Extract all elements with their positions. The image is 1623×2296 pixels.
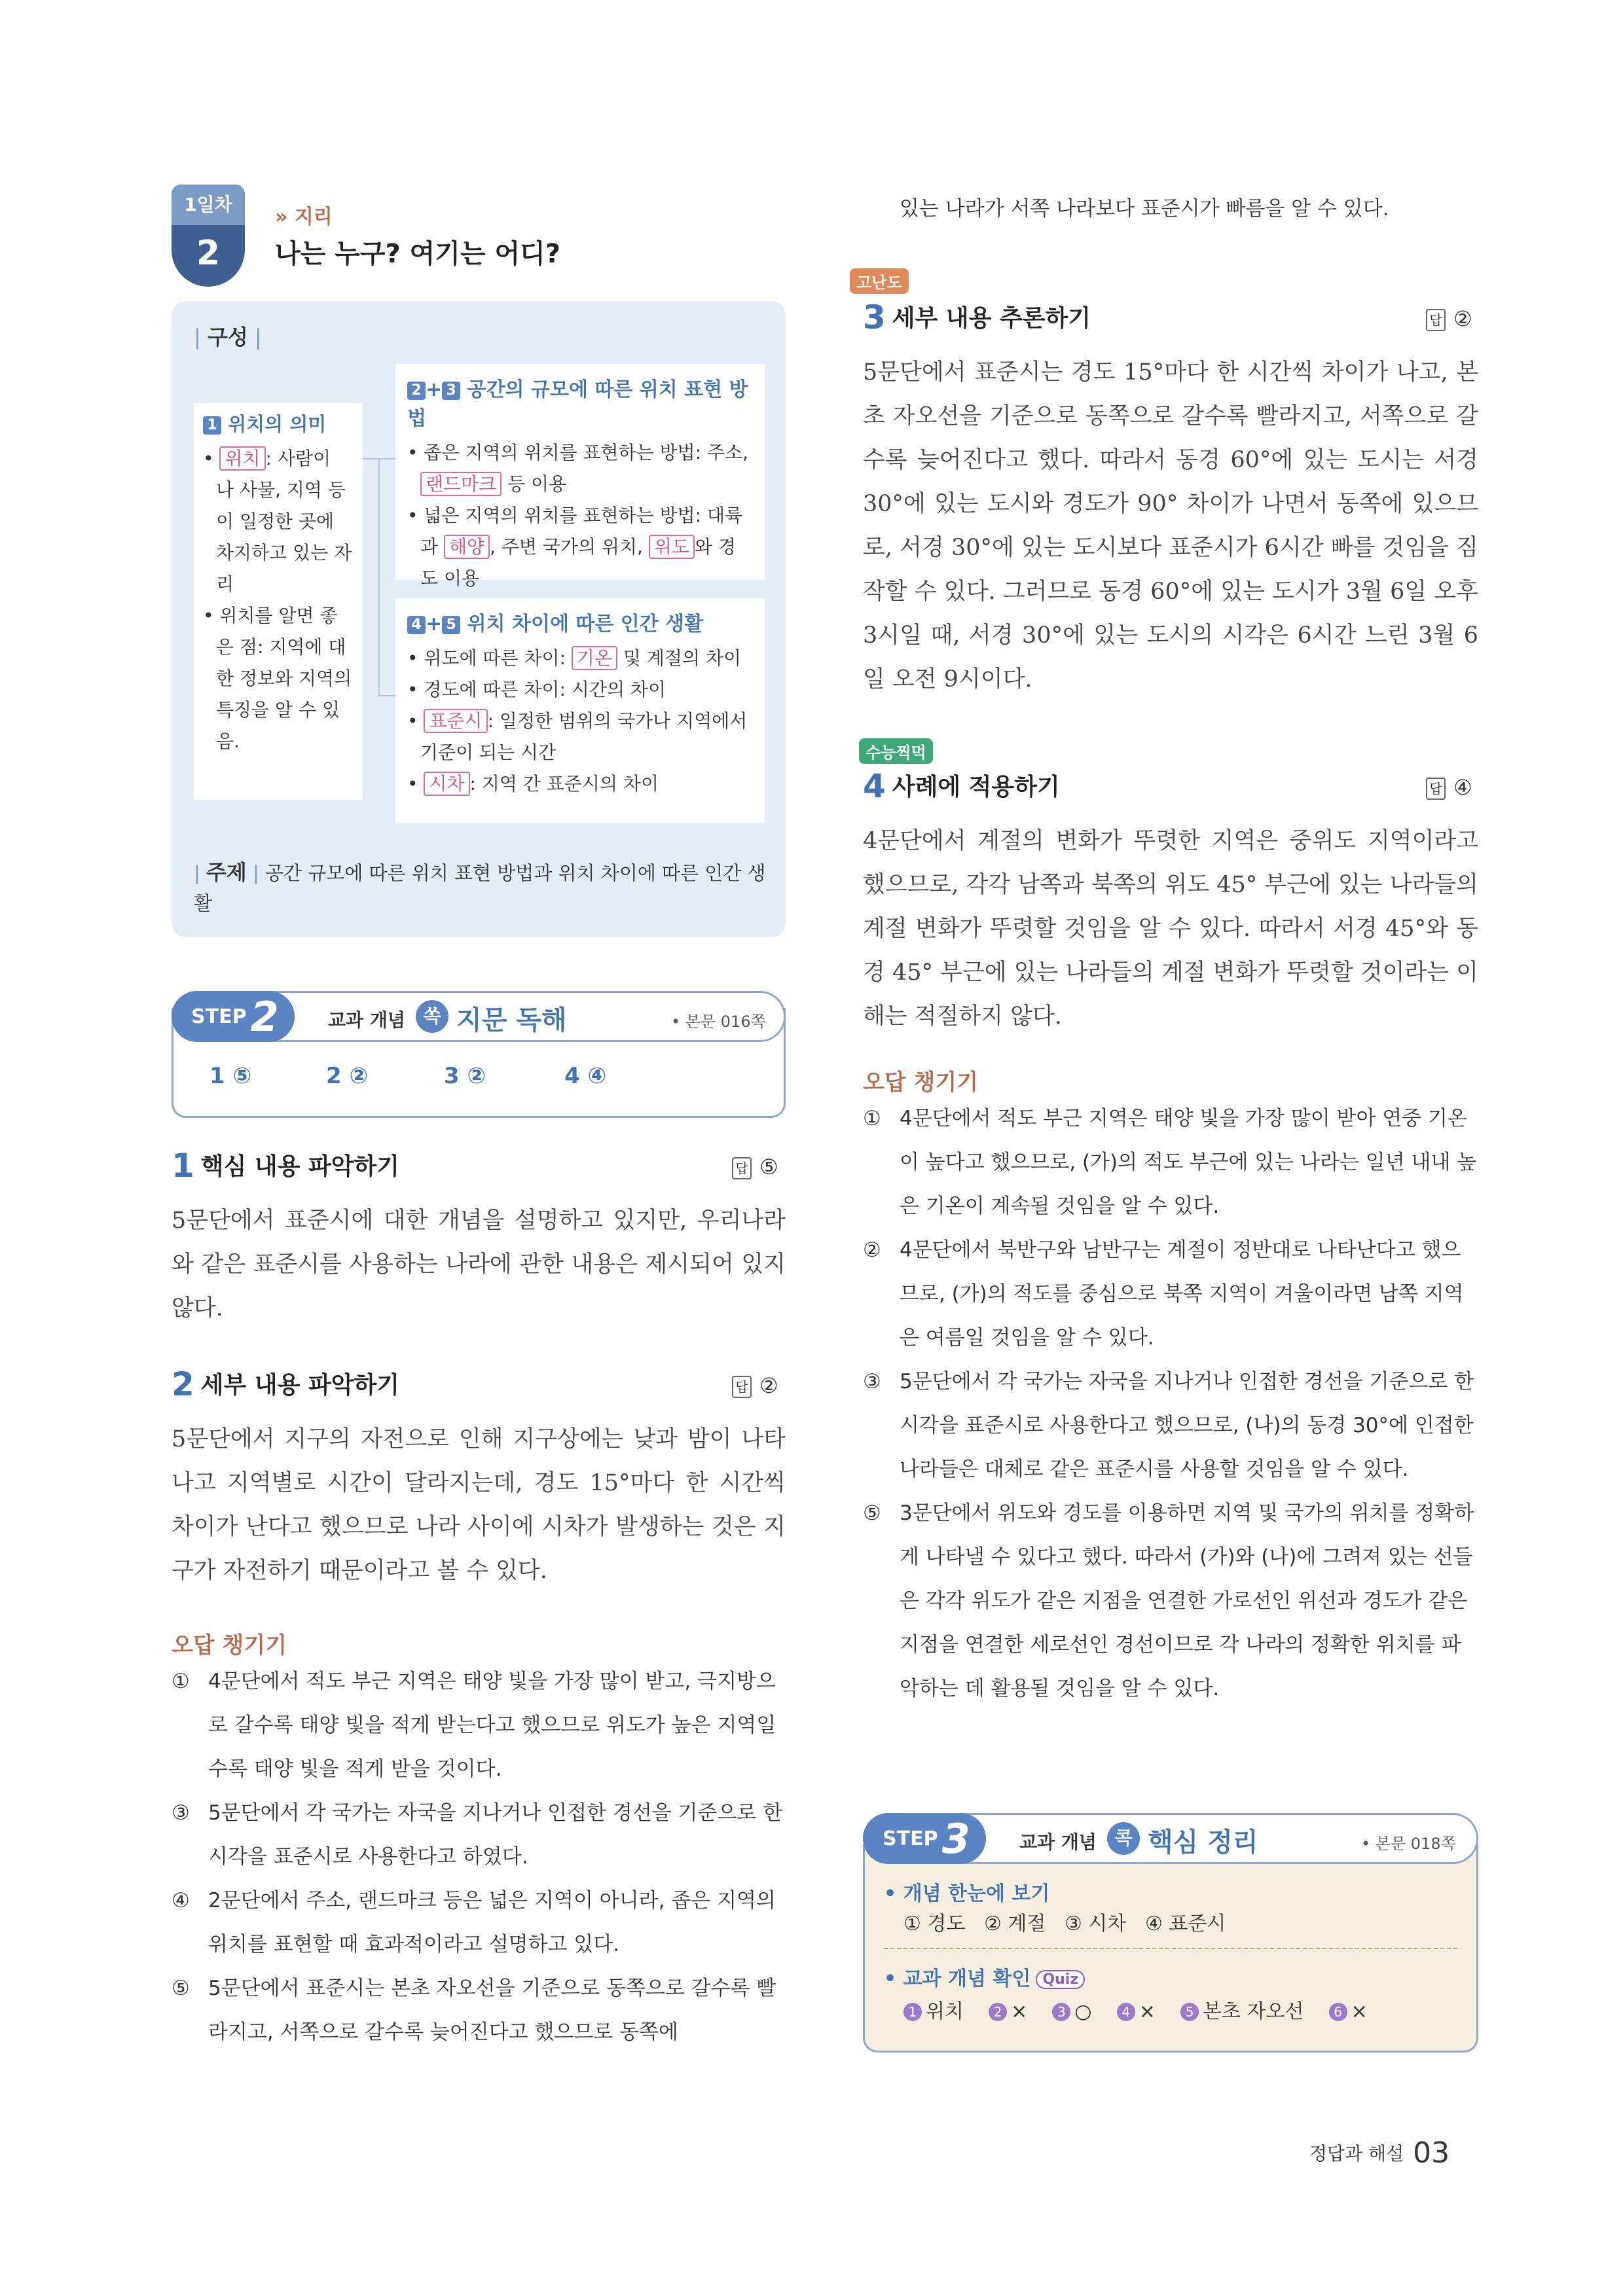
answer-2: 2 ② [326, 1063, 369, 1089]
step3-badge: 콕 [1107, 1822, 1140, 1855]
step3-page-ref: • 본문 018쪽 [1361, 1835, 1456, 1853]
q4-wrong-2: ② 4문단에서 북반구와 남반구는 계절이 정반대로 나타난다고 했으므로, (가)의 적도를 중심으로 북쪽 지역이 겨울이라면 남쪽 지역은 여름일 것임을 알 수 있다. [863, 1238, 1464, 1350]
step2-kicker: 교과 개념 [328, 1009, 405, 1031]
answer-key-icon: 답 [1426, 309, 1446, 331]
day-number: 2 [172, 225, 245, 287]
step2-bar [172, 991, 786, 1042]
q2-wrong-5-continued: 있는 나라가 서쪽 나라보다 표준시가 빠름을 알 수 있다. [900, 197, 1389, 221]
q2-wrong-5: ⑤ 5문단에서 표준시는 본초 자오선을 기준으로 동쪽으로 갈수록 빨라지고, 서쪽으로 갈수록 늦어진다고 했으므로 동쪽에 [172, 1977, 776, 2044]
q1-answer-key: 답 ⑤ [732, 1155, 778, 1179]
q1-explanation: 5문단에서 표준시에 대한 개념을 설명하고 있지만, 우리나라와 같은 표준시를 사용하는 나라에 관한 내용은 제시되어 있지 않다. [172, 1208, 786, 1321]
card3-title: 4 + 5 위치 차이에 따른 인간 생활 [407, 607, 753, 636]
q2-wrong-1: ① 4문단에서 적도 부근 지역은 태양 빛을 가장 많이 받고, 극지방으로 갈수록 태양 빛을 적게 받는다고 했으므로 위도가 높은 지역일수록 태양 빛을 적게 받을 것이다. [172, 1670, 776, 1781]
q2-wrong-3: ③ 5문단에서 각 국가는 자국을 지나거나 인접한 경선을 기준으로 한 시각을 표준시로 사용한다고 하였다. [172, 1801, 783, 1869]
answer-key-icon: 답 [732, 1376, 752, 1398]
step2-pill: STEP 2 [172, 991, 295, 1042]
quiz-icon: Quiz [1036, 1970, 1085, 1989]
q2-wrong-answers-list [172, 1660, 786, 2054]
step2-title: 지문 독해 [456, 1005, 567, 1035]
card3-item-4: • 시차 : 지역 간 표준시의 차이 [407, 773, 659, 795]
glance-label: • 개념 한눈에 보기 [884, 1882, 1050, 1905]
step3-kicker: 교과 개념 [1019, 1831, 1097, 1853]
glance-items: ① 경도 ② 계절 ③ 시차 ④ 표준시 [903, 1912, 1226, 1935]
q4-wrong-answers-title: 오답 챙기기 [863, 1069, 979, 1096]
q4-wrong-3: ③ 5문단에서 각 국가는 자국을 지나거나 인접한 경선을 기준으로 한 시각을 표준시로 사용한다고 했으므로, (나)의 동경 30°에 인접한 나라들은 대체로 같은 표준시를 사용할 것임을 알 수 있다. [863, 1370, 1474, 1481]
csat-tag: 수능찍먹 [859, 738, 933, 764]
difficulty-tag: 고난도 [850, 268, 909, 294]
step3-pill: STEP 3 [863, 1813, 986, 1864]
theme-line: | 주제 | 공간 규모에 따른 위치 표현 방법과 위치 차이에 따른 인간 생활 [194, 860, 766, 914]
card2-item-1: • 좁은 지역의 위치를 표현하는 방법: 주소, 랜드마크 등 이용 [407, 442, 749, 495]
q1-heading: 1 핵심 내용 파악하기 [172, 1147, 400, 1185]
check-label: • 교과 개념 확인 Quiz [884, 1962, 1085, 1991]
connector-line [378, 695, 395, 696]
step2-badge: 쏙 [416, 1000, 448, 1033]
card3-item-1: • 위도에 따른 차이: 기온 및 계절의 차이 [407, 647, 742, 669]
day-label: 1일차 [172, 185, 245, 225]
q2-wrong-answers-title: 오답 챙기기 [172, 1632, 287, 1659]
step2-page-ref: • 본문 016쪽 [671, 1013, 766, 1031]
footer-label: 정답과 해설 [1309, 2143, 1404, 2164]
card2-title: 2 + 3 공간의 규모에 따른 위치 표현 방법 [407, 378, 748, 430]
page-number: 03 [1413, 2136, 1450, 2170]
connector-line [363, 458, 395, 459]
chapter-title: 나는 누구? 여기는 어디? [275, 239, 560, 269]
q3-explanation: 5문단에서 표준시는 경도 15°마다 한 시간씩 차이가 나고, 본초 자오선을 기준으로 동쪽으로 갈수록 빨라지고, 서쪽으로 갈수록 늦어진다고 했다. 따라서 동경 60°에 있는 도시는 서경 30°에 있는 도시와 경도가 90° 차이가 나면서 동쪽에 있으므로, 서경 30°에 있는 도시보다 표준시가 6시간 빠를 것임을 짐작할 수 있다. 그러므로 동경 60°에 있는 도시가 3월 6일 오후 3시일 때, 서경 30°에 있는 도시의 시각은 6시간 느린 3월 6일 오전 9시이다. [863, 359, 1478, 692]
q4-wrong-answers-list [863, 1097, 1478, 1711]
q3-heading: 3 세부 내용 추론하기 [863, 298, 1091, 336]
card1-title: 1 위치의 의미 [203, 410, 354, 437]
page-footer [1309, 2136, 1450, 2170]
step3-bar [863, 1813, 1478, 1864]
answer-4: 4 ④ [564, 1063, 607, 1089]
card1-item-1: • 위치 : 사람이 나 사물, 지역 등이 일정한 곳에 차지하고 있는 자리 [203, 448, 352, 595]
q4-wrong-5: ⑤ 3문단에서 위도와 경도를 이용하면 지역 및 국가의 위치를 정확하게 나타낼 수 있다고 했다. 따라서 (가)와 (나)에 그려져 있는 선들은 각각 위도가 같은 지점을 연결한 가로선인 위선과 경도가 같은 지점을 연결한 세로선인 경선이므로 각 나라의 정확한 위치를 파악하는 데 활용될 것임을 알 수 있다. [863, 1501, 1474, 1700]
divider [884, 1948, 1457, 1949]
check-items: 1 위치 2 × 3 ○ 4 × 5 본초 자오선 6 × [903, 1995, 1368, 2024]
card2-item-2: • 넓은 지역의 위치를 표현하는 방법: 대륙과 해양 , 주변 국가의 위치, 위도 와 경도 이용 [407, 505, 743, 589]
subject-label: » 지리 [275, 206, 333, 228]
card-position-expression [395, 364, 765, 589]
answer-key-icon: 답 [1426, 778, 1446, 800]
connector-line [378, 458, 380, 695]
q4-answer-key: 답 ④ [1426, 775, 1472, 800]
card-location-meaning [194, 403, 363, 800]
answer-1: 1 ⑤ [210, 1063, 252, 1089]
q2-answer-key: 답 ② [732, 1373, 778, 1398]
card3-item-2: • 경도에 따른 차이: 시간의 차이 [407, 679, 666, 700]
answer-key-icon: 답 [732, 1157, 752, 1179]
structure-label: | 구성 | [194, 325, 262, 350]
answer-3: 3 ② [444, 1063, 486, 1089]
q4-explanation: 4문단에서 계절의 변화가 뚜렷한 지역은 중위도 지역이라고 했으므로, 각각 남쪽과 북쪽의 위도 45° 부근에 있는 나라들의 계절 변화가 뚜렷할 것임을 알 수 있다. 따라서 서경 45°와 동경 45° 부근에 있는 나라들의 계절 변화가 뚜렷할 것이라는 이해는 적절하지 않다. [863, 828, 1478, 1030]
q2-wrong-4: ④ 2문단에서 주소, 랜드마크 등은 넓은 지역이 아니라, 좁은 지역의 위치를 표현할 때 효과적이라고 설명하고 있다. [172, 1889, 776, 1956]
q2-heading: 2 세부 내용 파악하기 [172, 1365, 400, 1403]
day-tab [172, 185, 245, 287]
card-position-difference [395, 598, 765, 823]
card1-item-2: • 위치를 알면 좋은 점: 지역에 대한 정보와 지역의 특징을 알 수 있음. [203, 605, 352, 752]
step3-title: 핵심 정리 [1148, 1827, 1258, 1857]
card3-item-3: • 표준시 : 일정한 범위의 국가나 지역에서 기준이 되는 시간 [407, 710, 748, 763]
q2-explanation: 5문단에서 지구의 자전으로 인해 지구상에는 낮과 밤이 나타나고 지역별로 시간이 달라지는데, 경도 15°마다 한 시간씩 차이가 난다고 했으므로 나라 사이에 시차가 발생하는 것은 지구가 자전하기 때문이라고 볼 수 있다. [172, 1426, 786, 1584]
q4-heading: 4 사례에 적용하기 [863, 767, 1060, 805]
q4-wrong-1: ① 4문단에서 적도 부근 지역은 태양 빛을 가장 많이 받아 연중 기온이 높다고 했으므로, (가)의 적도 부근에 있는 나라는 일년 내내 높은 기온이 계속될 것임을 알 수 있다. [863, 1107, 1477, 1218]
q3-answer-key: 답 ② [1426, 306, 1472, 331]
